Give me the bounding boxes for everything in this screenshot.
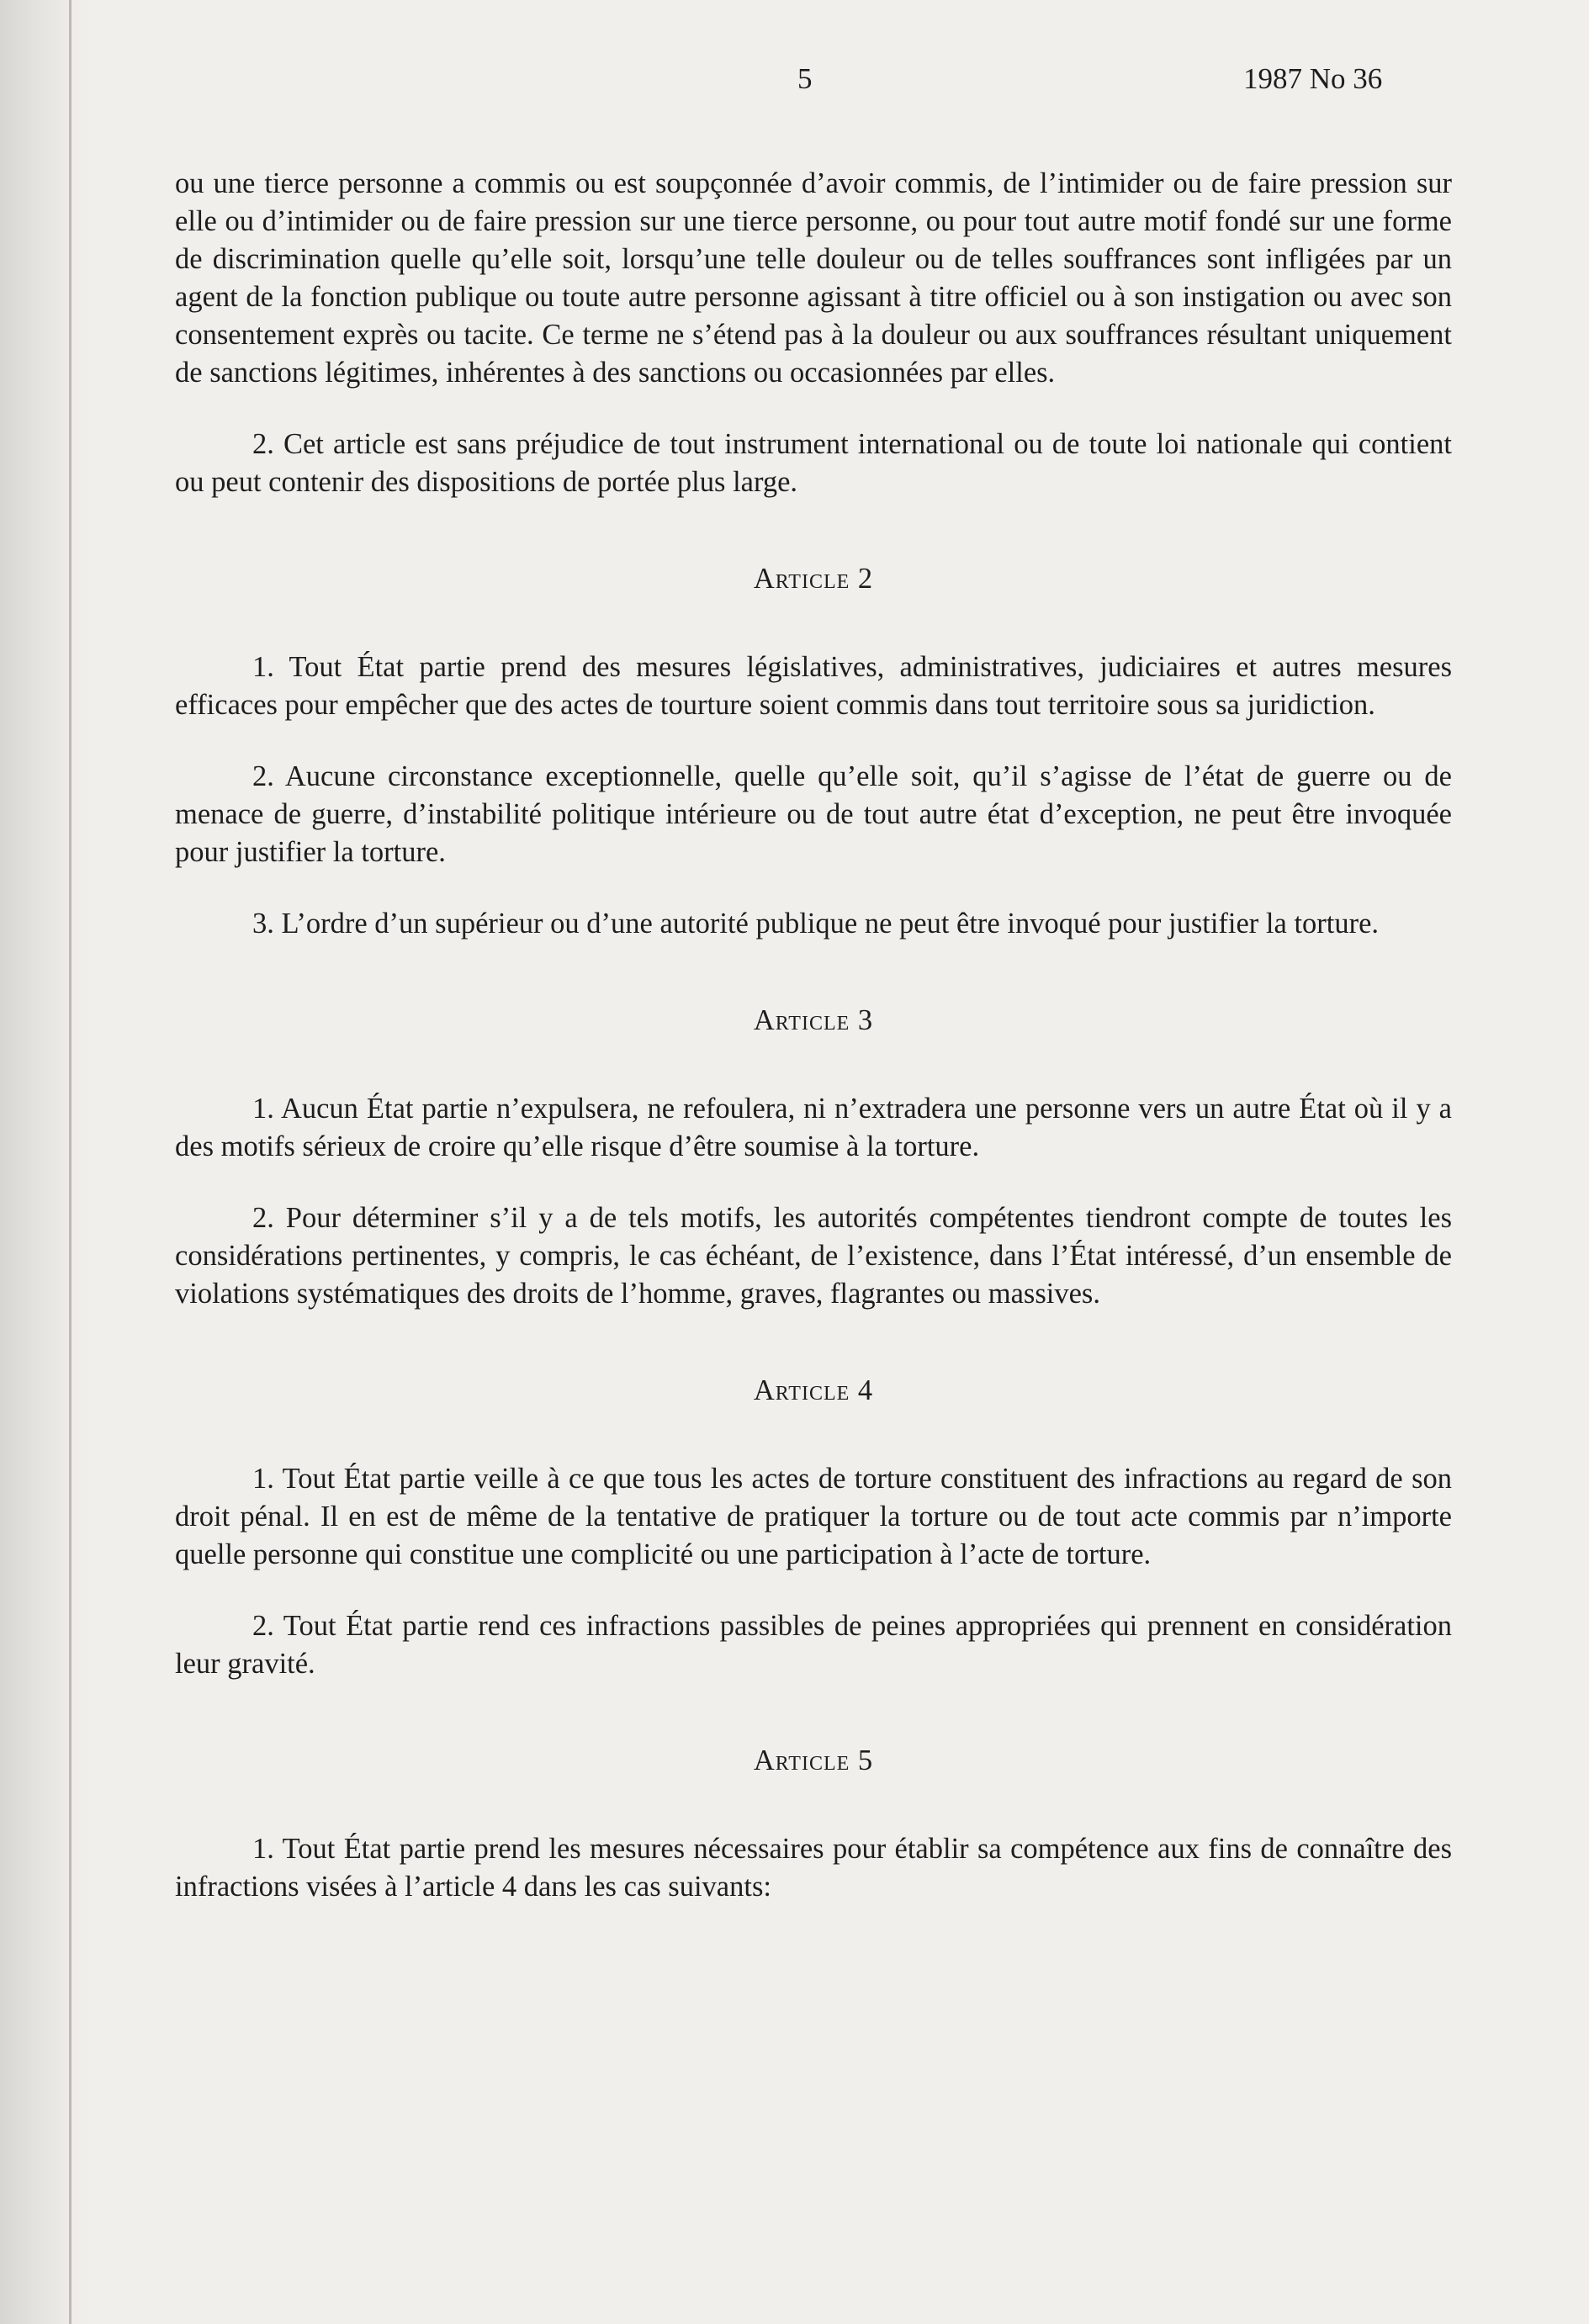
issue-reference: 1987 No 36: [1243, 62, 1383, 95]
article-heading: Article 5: [753, 1744, 874, 1776]
page-number: 5: [797, 62, 813, 95]
paragraph: 1. Tout État partie veille à ce que tous les actes de torture constituent des infractions au regard de son droit pénal. Il en est de même de la tentative de pratiquer la torture ou de tout acte commis par n’importe quelle personne qui constitue une complicité ou une participation à l’acte de torture.: [175, 1463, 1452, 1570]
section-article-5: [175, 1742, 1452, 1906]
section-article-3: [175, 1002, 1452, 1313]
page-header: [0, 62, 1589, 113]
binding-shadow: [0, 0, 93, 2324]
paragraph: ou une tierce personne a commis ou est soupçonnée d’avoir commis, de l’intimider ou de faire pression sur elle ou d’intimider ou de faire pression sur une tierce personne, ou pour tout autre motif fondé sur une forme de discrimination quelle qu’elle soit, lorsqu’une telle douleur ou de telles souffrances sont infligées par un agent de la fonction publique ou toute autre personne agissant à titre officiel ou à son instigation ou avec son consentement exprès ou tacite. Ce terme ne s’étend pas à la douleur ou aux souffrances résultant uniquement de sanctions légitimes, inhérentes à des sanctions ou occasionnées par elles.: [175, 167, 1452, 389]
binding-edge: [69, 0, 72, 2324]
document-body: [175, 165, 1452, 1906]
section-article-1-continued: [175, 165, 1452, 501]
paragraph: 3. L’ordre d’un supérieur ou d’une autorité publique ne peut être invoqué pour justifier la torture.: [252, 908, 1380, 940]
article-heading: Article 3: [753, 1004, 874, 1036]
paragraph: 1. Tout État partie prend les mesures nécessaires pour établir sa compétence aux fins de connaître des infractions visées à l’article 4 dans les cas suivants:: [175, 1833, 1452, 1903]
paragraph: 2. Aucune circonstance exceptionnelle, quelle qu’elle soit, qu’il s’agisse de l’état de guerre ou de menace de guerre, d’instabilité politique intérieure ou de tout autre état d’exception, ne peut être invoquée pour justifier la torture.: [175, 760, 1452, 868]
article-heading: Article 2: [753, 563, 874, 595]
article-heading: Article 4: [753, 1374, 874, 1406]
paragraph: 2. Pour déterminer s’il y a de tels motifs, les autorités compétentes tiendront compte de toutes les considérations pertinentes, y compris, le cas échéant, de l’existence, dans l’État intéressé, d’un ensemble de violations systématiques des droits de l’homme, graves, flagrantes ou massives.: [175, 1202, 1452, 1310]
paragraph: 1. Aucun État partie n’expulsera, ne refoulera, ni n’extradera une personne vers un autre État où il y a des motifs sérieux de croire qu’elle risque d’être soumise à la torture.: [175, 1093, 1452, 1162]
paragraph: 2. Tout État partie rend ces infractions passibles de peines appropriées qui prennent en considération leur gravité.: [175, 1610, 1452, 1680]
paragraph: 2. Cet article est sans préjudice de tout instrument international ou de toute loi nationale qui contient ou peut contenir des dispositions de portée plus large.: [175, 428, 1452, 498]
paragraph: 1. Tout État partie prend des mesures législatives, administratives, judiciaires et autres mesures efficaces pour empêcher que des actes de tourture soient commis dans tout territoire sous sa juridiction.: [175, 651, 1452, 721]
section-article-4: [175, 1372, 1452, 1683]
section-article-2: [175, 560, 1452, 943]
